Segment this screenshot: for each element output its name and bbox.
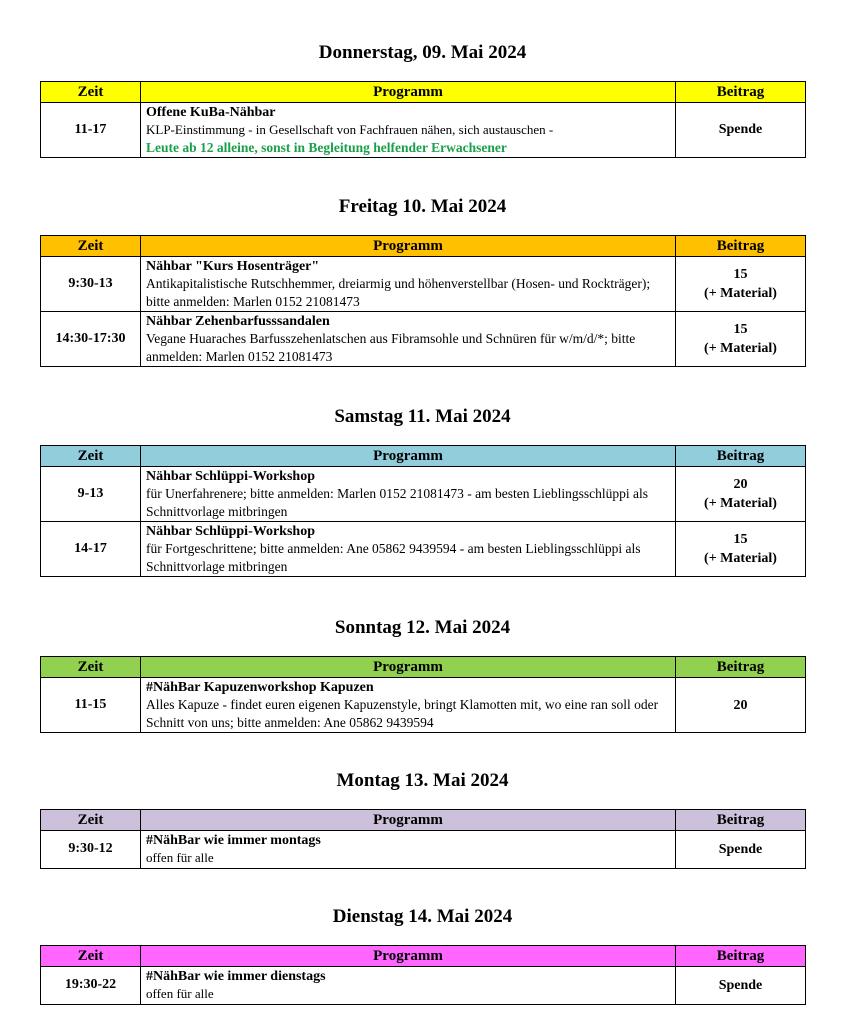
header-programm: Programm (141, 810, 676, 831)
fee-material: (+ Material) (704, 496, 777, 511)
event-fee (676, 467, 806, 522)
table-header-row (41, 236, 806, 257)
event-fee (676, 522, 806, 577)
table-row (41, 103, 806, 158)
fee-amount: 15 (733, 532, 748, 547)
schedule-table (40, 945, 806, 1005)
day-montag (40, 769, 805, 869)
event-description: Alles Kapuze - findet euren eigenen Kapuzenstyle, bringt Klamotten mit, wo eine ran soll oder Schnitt von uns; bitte anmelden: Ane 05862 9439594 (146, 697, 659, 730)
day-title: Dienstag 14. Mai 2024 (332, 906, 513, 927)
day-dienstag (40, 905, 805, 1005)
event-program (141, 967, 676, 1005)
table-header-row (41, 82, 806, 103)
table-row (41, 831, 806, 869)
header-zeit: Zeit (41, 236, 141, 257)
event-title: Nähbar "Kurs Hosenträger" (146, 259, 320, 274)
fee-amount: 15 (733, 322, 748, 337)
event-time: 14:30-17:30 (41, 312, 141, 367)
event-note: Leute ab 12 alleine, sonst in Begleitung helfender Erwachsener (146, 139, 507, 155)
fee-material: (+ Material) (704, 341, 777, 356)
event-time: 11-17 (41, 103, 141, 158)
header-programm: Programm (141, 82, 676, 103)
table-row (41, 467, 806, 522)
header-zeit: Zeit (41, 446, 141, 467)
table-header-row (41, 810, 806, 831)
fee-material: (+ Material) (704, 286, 777, 301)
day-title: Donnerstag, 09. Mai 2024 (318, 42, 527, 63)
event-program (141, 678, 676, 733)
schedule-table (40, 656, 806, 733)
day-donnerstag (40, 41, 805, 158)
event-program (141, 257, 676, 312)
header-beitrag: Beitrag (676, 657, 806, 678)
day-freitag (40, 195, 805, 367)
event-fee: Spende (676, 967, 806, 1005)
event-title: #NähBar Kapuzenworkshop Kapuzen (146, 680, 374, 695)
table-row (41, 312, 806, 367)
event-title: Nähbar Schlüppi-Workshop (146, 524, 315, 539)
header-zeit: Zeit (41, 810, 141, 831)
header-zeit: Zeit (41, 657, 141, 678)
event-description: KLP-Einstimmung - in Gesellschaft von Fachfrauen nähen, sich austauschen - (146, 122, 554, 137)
table-row (41, 522, 806, 577)
event-time: 11-15 (41, 678, 141, 733)
table-row (41, 967, 806, 1005)
event-time: 9:30-12 (41, 831, 141, 869)
schedule-table (40, 809, 806, 869)
schedule-table (40, 235, 806, 367)
event-description: Vegane Huaraches Barfusszehenlatschen aus Fibramsohle und Schnüren für w/m/d/*; bitte anmelden: Marlen 0152 21081473 (146, 331, 636, 364)
header-programm: Programm (141, 946, 676, 967)
table-row (41, 678, 806, 733)
event-title: Nähbar Schlüppi-Workshop (146, 469, 315, 484)
day-title: Freitag 10. Mai 2024 (338, 196, 507, 217)
header-beitrag: Beitrag (676, 946, 806, 967)
header-zeit: Zeit (41, 946, 141, 967)
event-program (141, 467, 676, 522)
event-fee: 20 (676, 678, 806, 733)
event-description: für Unerfahrenere; bitte anmelden: Marlen 0152 21081473 - am besten Lieblingsschlüppi als Schnittvorlage mitbringen (146, 486, 648, 519)
event-fee: Spende (676, 831, 806, 869)
day-samstag (40, 405, 805, 577)
event-title: #NähBar wie immer dienstags (146, 969, 326, 984)
event-title: #NähBar wie immer montags (146, 833, 321, 848)
header-programm: Programm (141, 446, 676, 467)
event-time: 19:30-22 (41, 967, 141, 1005)
event-description: für Fortgeschrittene; bitte anmelden: Ane 05862 9439594 - am besten Lieblingsschlüppi als Schnittvorlage mitbringen (146, 541, 641, 574)
event-program (141, 522, 676, 577)
event-description: Antikapitalistische Rutschhemmer, dreiarmig und höhenverstellbar (Hosen- und Rockträger); bitte anmelden: Marlen 0152 21081473 (146, 276, 651, 309)
schedule-table (40, 81, 806, 158)
event-program (141, 831, 676, 869)
day-title: Sonntag 12. Mai 2024 (334, 617, 511, 638)
event-title: Nähbar Zehenbarfusssandalen (146, 314, 330, 329)
event-time: 14-17 (41, 522, 141, 577)
event-program (141, 103, 676, 158)
header-beitrag: Beitrag (676, 82, 806, 103)
day-title: Samstag 11. Mai 2024 (334, 406, 511, 427)
table-header-row (41, 946, 806, 967)
event-time: 9:30-13 (41, 257, 141, 312)
day-title: Montag 13. Mai 2024 (336, 770, 509, 791)
table-header-row (41, 446, 806, 467)
header-zeit: Zeit (41, 82, 141, 103)
header-beitrag: Beitrag (676, 446, 806, 467)
header-beitrag: Beitrag (676, 236, 806, 257)
header-beitrag: Beitrag (676, 810, 806, 831)
table-row (41, 257, 806, 312)
event-fee (676, 312, 806, 367)
fee-material: (+ Material) (704, 551, 777, 566)
fee-amount: 15 (733, 267, 748, 282)
event-fee: Spende (676, 103, 806, 158)
day-sonntag (40, 616, 805, 733)
event-program (141, 312, 676, 367)
schedule-table (40, 445, 806, 577)
event-description: offen für alle (146, 986, 214, 1001)
header-programm: Programm (141, 657, 676, 678)
event-time: 9-13 (41, 467, 141, 522)
event-title: Offene KuBa-Nähbar (146, 105, 276, 120)
table-header-row (41, 657, 806, 678)
header-programm: Programm (141, 236, 676, 257)
event-fee (676, 257, 806, 312)
fee-amount: 20 (733, 477, 748, 492)
event-description: offen für alle (146, 850, 214, 865)
